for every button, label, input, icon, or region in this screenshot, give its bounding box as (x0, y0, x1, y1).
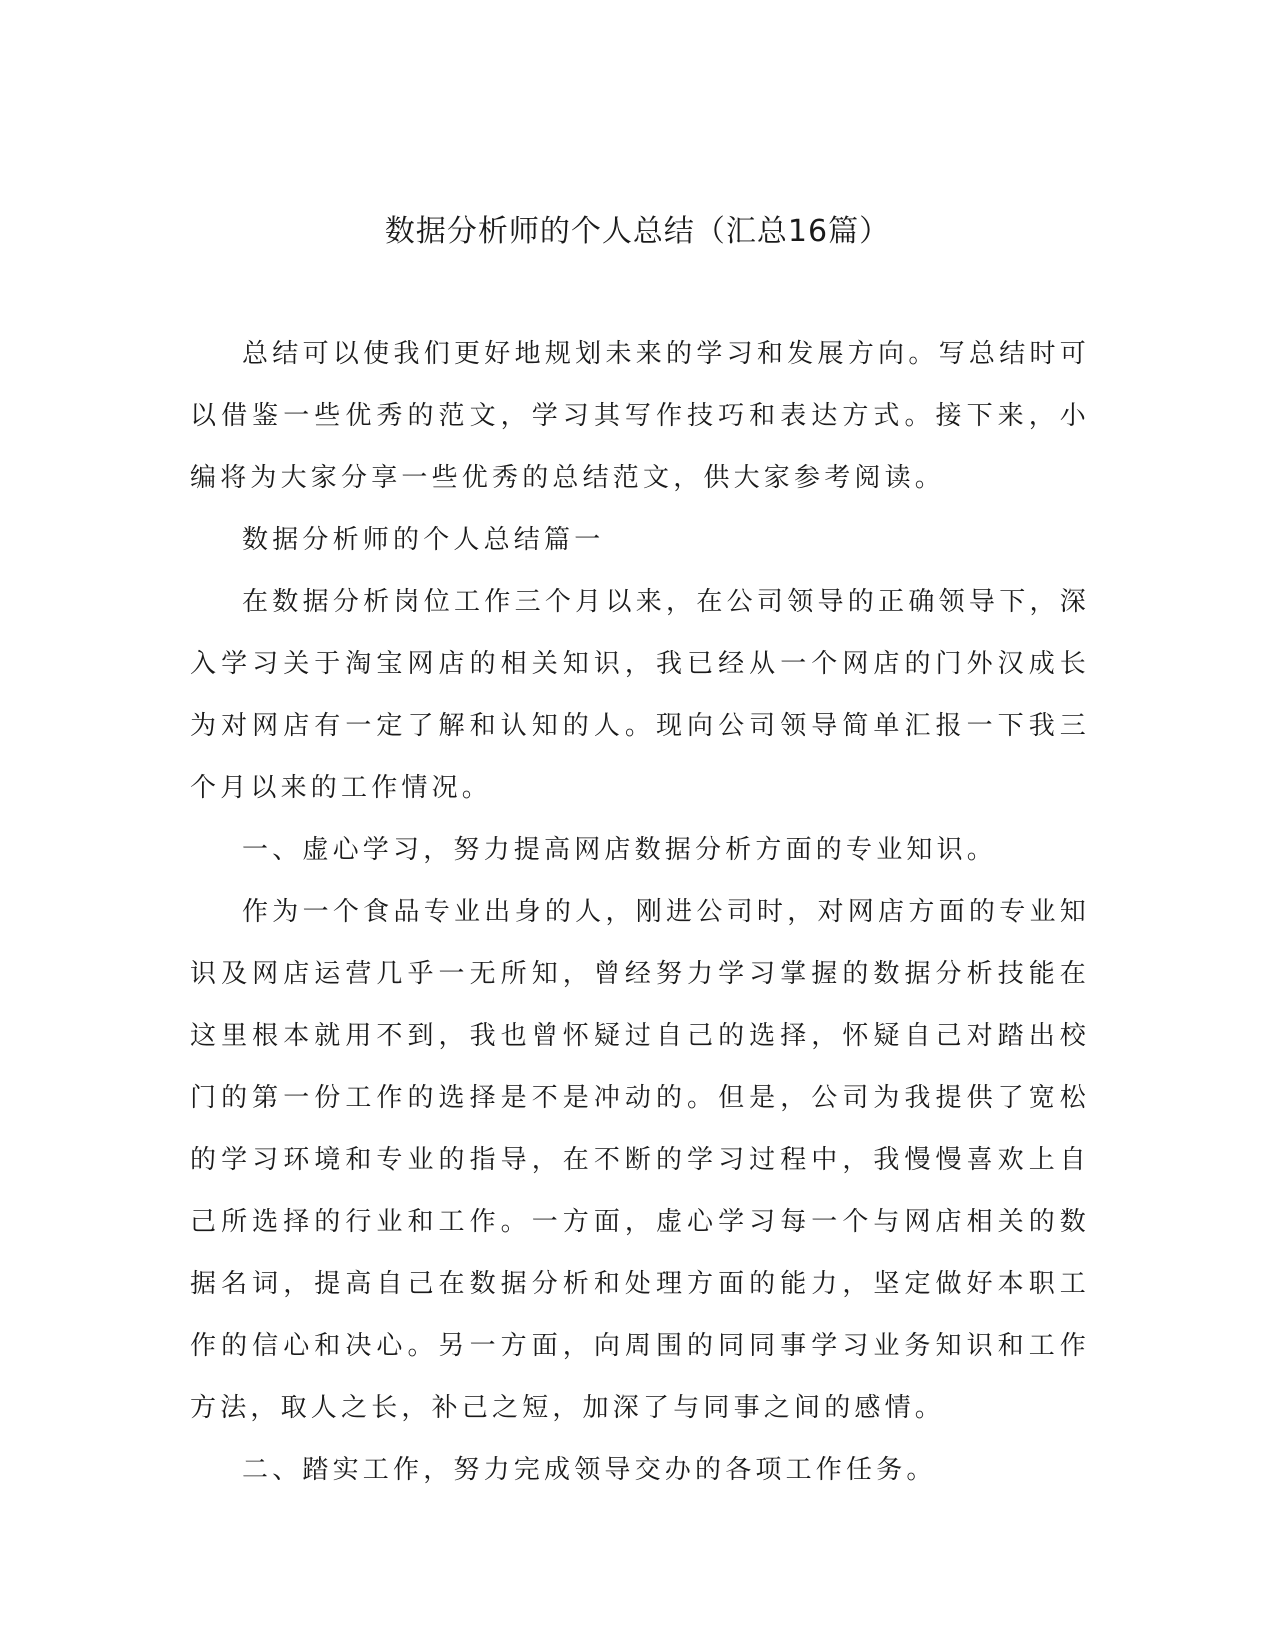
document-body (190, 323, 1090, 1501)
subheading-two: 二、踏实工作，努力完成领导交办的各项工作任务。 (242, 1455, 937, 1485)
body-paragraph: 在数据分析岗位工作三个月以来，在公司领导的正确领导下，深入学习关于淘宝网店的相关知识，我已经从一个网店的门外汉成长为对网店有一定了解和认知的人。现向公司领导简单汇报一下我三个月以来的工作情况。 (190, 587, 1090, 803)
intro-paragraph: 总结可以使我们更好地规划未来的学习和发展方向。写总结时可以借鉴一些优秀的范文，学习其写作技巧和表达方式。接下来，小编将为大家分享一些优秀的总结范文，供大家参考阅读。 (190, 339, 1090, 493)
subheading-one: 一、虚心学习，努力提高网店数据分析方面的专业知识。 (242, 835, 998, 865)
document-title: 数据分析师的个人总结（汇总16篇） (384, 214, 891, 249)
body-paragraph: 作为一个食品专业出身的人，刚进公司时，对网店方面的专业知识及网店运营几乎一无所知，曾经努力学习掌握的数据分析技能在这里根本就用不到，我也曾怀疑过自己的选择，怀疑自己对踏出校门的第一份工作的选择是不是冲动的。但是，公司为我提供了宽松的学习环境和专业的指导，在不断的学习过程中，我慢慢喜欢上自己所选择的行业和工作。一方面，虚心学习每一个与网店相关的数据名词，提高自己在数据分析和处理方面的能力，坚定做好本职工作的信心和决心。另一方面，向周围的同同事学习业务知识和工作方法，取人之长，补己之短，加深了与同事之间的感情。 (190, 897, 1090, 1423)
section-heading-part-one: 数据分析师的个人总结篇一 (242, 525, 605, 555)
